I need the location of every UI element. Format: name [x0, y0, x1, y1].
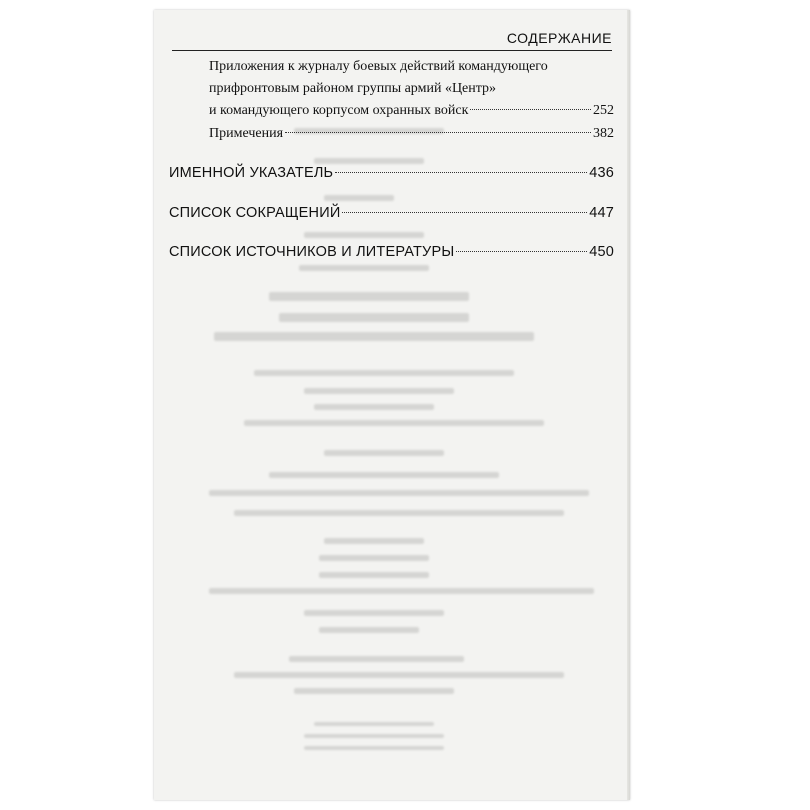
dot-leader: [456, 251, 587, 252]
toc-page-number: 252: [593, 103, 614, 118]
toc-entry-text: Примечения: [209, 126, 284, 141]
toc-page-number: 436: [589, 165, 614, 181]
toc-entry-text: СПИСОК ИСТОЧНИКОВ И ЛИТЕРАТУРЫ: [169, 244, 455, 260]
toc-entry-appendix-line1: [209, 56, 614, 78]
toc-entry-sources[interactable]: [169, 241, 614, 263]
running-head: СОДЕРЖАНИЕ: [506, 30, 612, 46]
dot-leader: [335, 172, 587, 173]
toc-entry-text: Приложения к журналу боевых действий командующего: [209, 59, 548, 74]
toc-entry-notes[interactable]: [209, 123, 614, 145]
toc-entry-name-index[interactable]: [169, 162, 614, 184]
dot-leader: [285, 132, 591, 133]
dot-leader: [470, 109, 591, 110]
toc-page-number: 382: [593, 126, 614, 141]
toc-entry-text: и командующего корпусом охранных войск: [209, 103, 469, 118]
toc-entry-abbreviations[interactable]: [169, 202, 614, 224]
book-page: [154, 10, 630, 800]
toc-page-number: 450: [589, 244, 614, 260]
toc-entry-text: СПИСОК СОКРАЩЕНИЙ: [169, 205, 341, 221]
dot-leader: [342, 212, 587, 213]
toc-entry-text: прифронтовым районом группы армий «Центр»: [209, 81, 497, 96]
table-of-contents: [154, 10, 630, 800]
toc-entry-text: ИМЕННОЙ УКАЗАТЕЛЬ: [169, 165, 334, 181]
toc-entry-appendix-line2: [209, 78, 614, 100]
toc-entry-appendix[interactable]: [209, 100, 614, 122]
toc-page-number: 447: [589, 205, 614, 221]
